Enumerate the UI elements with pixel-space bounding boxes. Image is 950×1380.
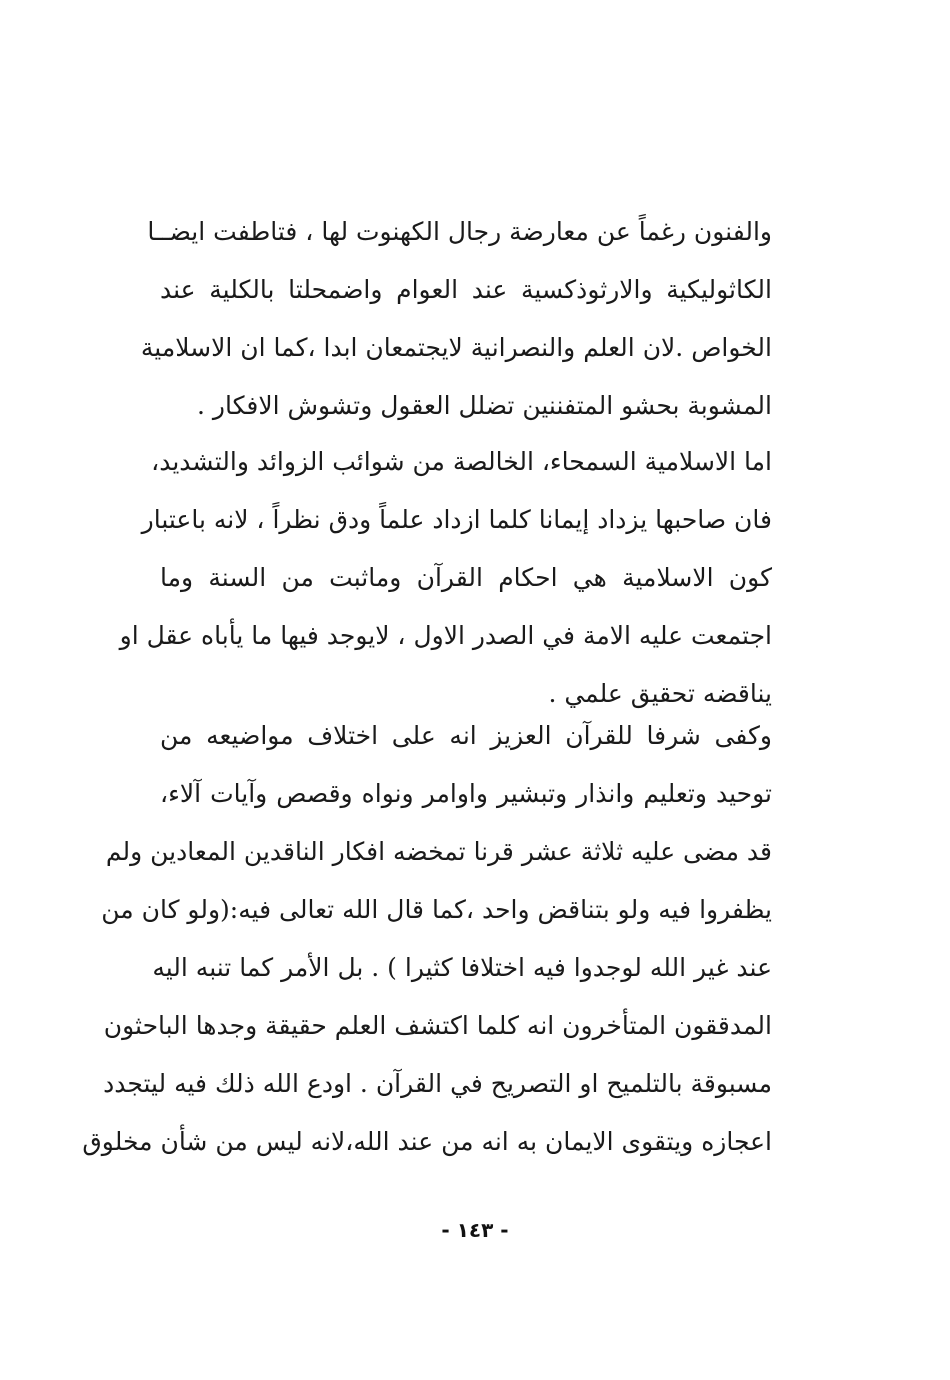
paragraph-1	[140, 203, 772, 435]
text-line: مسبوقة بالتلميح او التصريح في القرآن . اودع الله ذلك فيه ليتجدد	[103, 1069, 772, 1098]
text-line: توحيد وتعليم وانذار وتبشير واوامر ونواه وقصص وآيات آلاء،	[160, 779, 772, 808]
text-line: اما الاسلامية السمحاء، الخالصة من شوائب الزوائد والتشديد،	[151, 447, 772, 476]
text-line: اجتمعت عليه الامة في الصدر الاول ، لايوجد فيها ما يأباه عقل او	[119, 621, 772, 650]
text-line: المدققون المتأخرون انه كلما اكتشف العلم حقيقة وجدها الباحثون	[103, 1011, 772, 1040]
text-line: المشوبة بحشو المتفننين تضلل العقول وتشوش الافكار .	[197, 391, 772, 420]
text-line: كون الاسلامية هي احكام القرآن وماثبت من السنة وما	[160, 563, 772, 592]
text-line: الخواص .لان العلم والنصرانية لايجتمعان ابدا ،كما ان الاسلامية	[140, 333, 772, 362]
text-line: يناقضه تحقيق علمي .	[548, 679, 772, 708]
text-line: اعجازه ويتقوى الايمان به انه من عند الله،لانه ليس من شأن مخلوق	[82, 1127, 772, 1156]
page-number: - ١٤٣ -	[441, 1218, 509, 1242]
text-line: وكفى شرفا للقرآن العزيز انه على اختلاف مواضيعه من	[160, 721, 772, 750]
text-line: والفنون رغماً عن معارضة رجال الكهنوت لها ، فتاطفت ايضـ‍ـا	[147, 217, 772, 246]
paragraph-2	[119, 433, 772, 723]
text-line: فان صاحبها يزداد إيمانا كلما ازداد علماً ودق نظراً ، لانه باعتبار	[141, 505, 772, 534]
text-line: عند غير الله لوجدوا فيه اختلافا كثيرا ) . بل الأمر كما تنبه اليه	[152, 953, 772, 982]
text-line: قد مضى عليه ثلاثة عشر قرنا تمخضه افكار الناقدين المعادين ولم	[105, 837, 772, 866]
text-line: يظفروا فيه ولو بتناقض واحد ،كما قال الله تعالى فيه:(ولو كان من	[101, 895, 772, 924]
paragraph-3	[82, 707, 772, 1171]
text-line: الكاثوليكية والارثوذكسية عند العوام واضمحلتا بالكلية عند	[160, 275, 772, 304]
